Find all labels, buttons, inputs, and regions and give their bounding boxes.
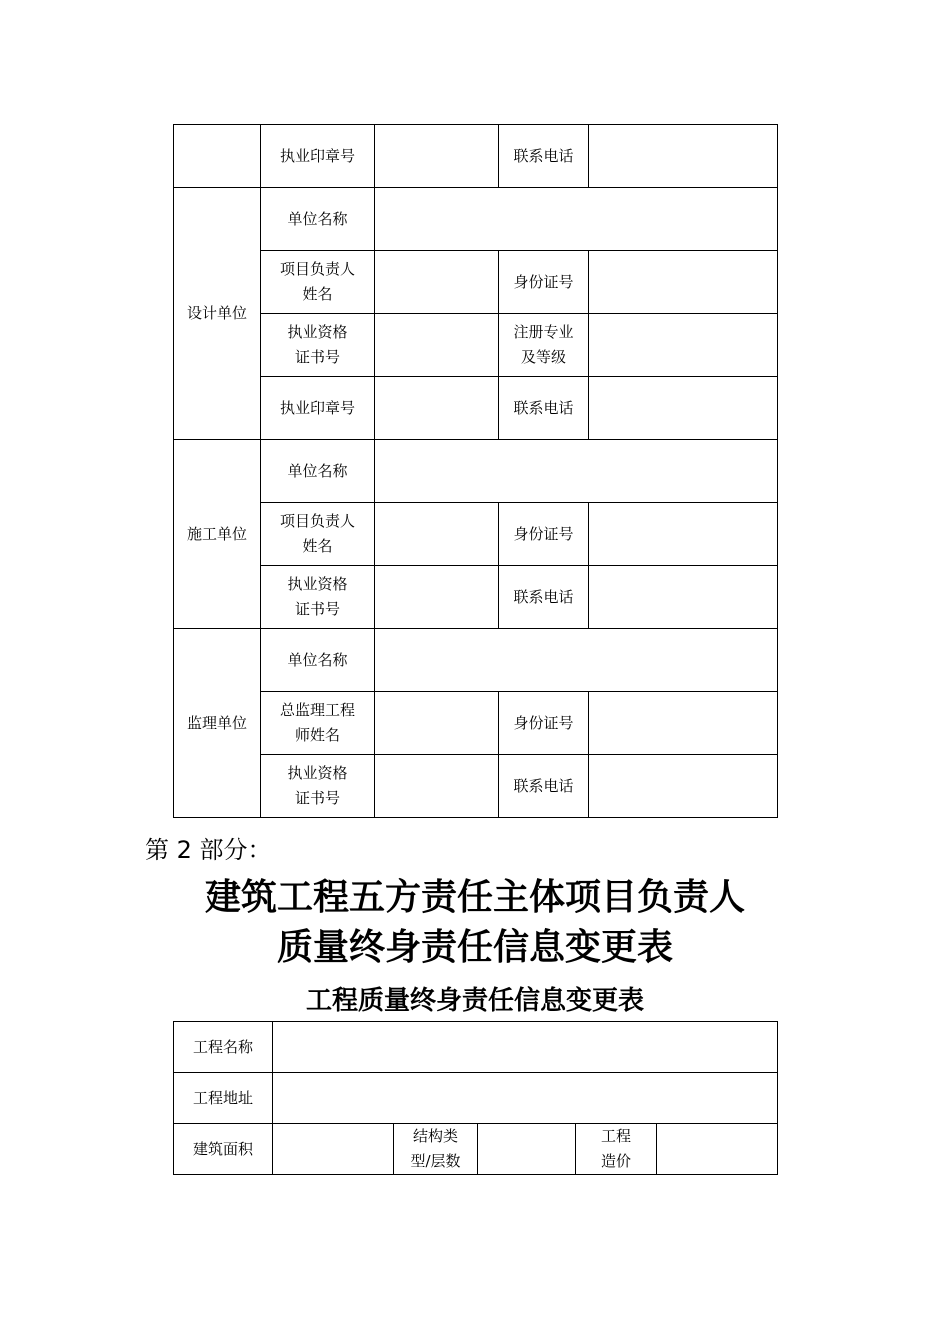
table-row	[174, 125, 778, 188]
table-row	[174, 440, 778, 503]
construction-phone-label: 联系电话	[499, 566, 589, 629]
design-cert-value[interactable]	[375, 314, 499, 377]
design-seal-label: 执业印章号	[261, 377, 375, 440]
design-leader-name-value[interactable]	[375, 251, 499, 314]
table-row	[174, 251, 778, 314]
project-address-value[interactable]	[273, 1073, 778, 1124]
design-seal-value[interactable]	[375, 377, 499, 440]
construction-unit-section: 施工单位	[174, 440, 261, 629]
table-row	[174, 188, 778, 251]
table-row	[174, 377, 778, 440]
design-leader-name-label: 项目负责人 姓名	[261, 251, 375, 314]
design-reg-major-label: 注册专业 及等级	[499, 314, 589, 377]
phone-label: 联系电话	[499, 125, 589, 188]
structure-type-label: 结构类 型/层数	[394, 1124, 478, 1175]
table-row	[174, 692, 778, 755]
structure-type-value[interactable]	[478, 1124, 576, 1175]
table-row	[174, 1073, 778, 1124]
construction-phone-value[interactable]	[589, 566, 778, 629]
design-reg-major-value[interactable]	[589, 314, 778, 377]
table-row	[174, 755, 778, 818]
design-cert-label: 执业资格 证书号	[261, 314, 375, 377]
title-line-1: 建筑工程五方责任主体项目负责人	[204, 876, 745, 918]
construction-leader-name-label: 项目负责人 姓名	[261, 503, 375, 566]
construction-cert-value[interactable]	[375, 566, 499, 629]
design-id-value[interactable]	[589, 251, 778, 314]
supervision-cert-label: 执业资格 证书号	[261, 755, 375, 818]
table-row	[174, 1124, 778, 1175]
table-row	[174, 566, 778, 629]
construction-id-value[interactable]	[589, 503, 778, 566]
supervision-unit-name-value[interactable]	[375, 629, 778, 692]
construction-id-label: 身份证号	[499, 503, 589, 566]
building-area-value[interactable]	[273, 1124, 394, 1175]
building-area-label: 建筑面积	[174, 1124, 273, 1175]
design-unit-name-label: 单位名称	[261, 188, 375, 251]
design-id-label: 身份证号	[499, 251, 589, 314]
supervision-phone-label: 联系电话	[499, 755, 589, 818]
supervision-chief-name-value[interactable]	[375, 692, 499, 755]
supervision-chief-name-label: 总监理工程 师姓名	[261, 692, 375, 755]
table-row	[174, 314, 778, 377]
construction-unit-name-label: 单位名称	[261, 440, 375, 503]
supervision-unit-section: 监理单位	[174, 629, 261, 818]
design-unit-name-value[interactable]	[375, 188, 778, 251]
seal-label: 执业印章号	[261, 125, 375, 188]
supervision-id-value[interactable]	[589, 692, 778, 755]
empty-cell[interactable]	[174, 125, 261, 188]
page-title	[0, 872, 950, 972]
design-phone-value[interactable]	[589, 377, 778, 440]
supervision-cert-value[interactable]	[375, 755, 499, 818]
part-label: 第 2 部分：	[145, 836, 272, 864]
project-name-value[interactable]	[273, 1022, 778, 1073]
table-row	[174, 629, 778, 692]
supervision-id-label: 身份证号	[499, 692, 589, 755]
design-unit-section: 设计单位	[174, 188, 261, 440]
change-info-table	[173, 1021, 778, 1175]
construction-leader-name-value[interactable]	[375, 503, 499, 566]
responsible-parties-table	[173, 124, 778, 818]
table-row	[174, 503, 778, 566]
design-phone-label: 联系电话	[499, 377, 589, 440]
project-cost-value[interactable]	[657, 1124, 778, 1175]
title-line-2: 质量终身责任信息变更表	[276, 926, 673, 968]
supervision-unit-name-label: 单位名称	[261, 629, 375, 692]
project-name-label: 工程名称	[174, 1022, 273, 1073]
seal-value[interactable]	[375, 125, 499, 188]
project-cost-label: 工程 造价	[576, 1124, 657, 1175]
construction-unit-name-value[interactable]	[375, 440, 778, 503]
table-row	[174, 1022, 778, 1073]
supervision-phone-value[interactable]	[589, 755, 778, 818]
phone-value[interactable]	[589, 125, 778, 188]
project-address-label: 工程地址	[174, 1073, 273, 1124]
form-title: 工程质量终身责任信息变更表	[305, 986, 644, 1016]
construction-cert-label: 执业资格 证书号	[261, 566, 375, 629]
